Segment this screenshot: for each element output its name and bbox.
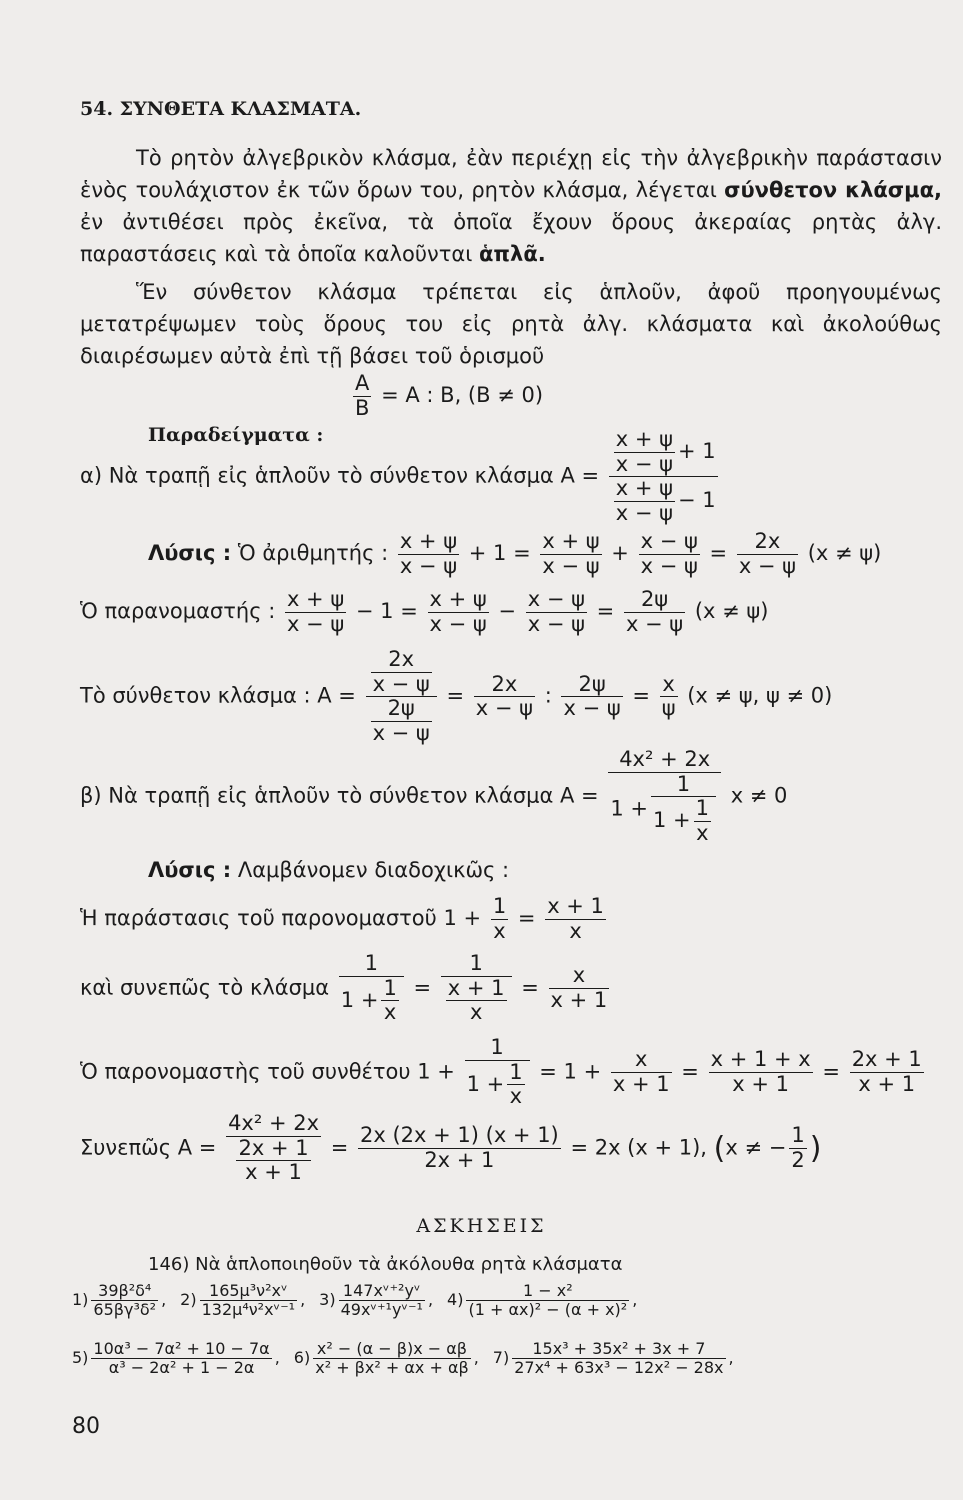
exercise-item: 4) $\frac{\text{1 − x²}}{\text{(1 + αx)² − (α + x)²}}$ , (447, 1281, 638, 1319)
exercise-label: 3) (319, 1289, 336, 1309)
example-a-composite-fraction: $\frac{x + \psi}{x - \psi}$ + 1 $\frac{x + \psi}{x - \psi}$ − 1 (609, 428, 718, 525)
exercise-label: 5) (72, 1347, 89, 1367)
solution-b-line-2: καὶ συνεπῶς τὸ κλάσμα 1 1 + $\frac{1}{x}$ = $\frac{1}{\frac{x + 1}{x}}$ = $\frac{x}{x + 1}$ (80, 951, 608, 1025)
exercise-label: 4) (447, 1289, 464, 1309)
exercise-label: 6) (293, 1347, 311, 1367)
intro-paragraph-1 (80, 142, 942, 270)
section-title: 54. ΣΥΝΘΕΤΑ ΚΛΑΣΜΑΤΑ. (80, 98, 362, 120)
exercise-row-1 (72, 1282, 932, 1319)
exercise-146-intro: 146) Νὰ ἁπλοποιηθοῦν τὰ ἀκόλουθα ρητὰ κλάσματα (148, 1254, 623, 1275)
solution-b-result: Συνεπῶς A = $\frac{\text{4x² + 2x}}{\frac{2x + 1}{x + 1}}$ = $\frac{2x (2x + 1) (x + 1)}{2x + 1}$ = 2x (x + 1), (x ≠ − $\frac{1}{2}$ ) (80, 1111, 822, 1185)
exercise-fraction: $\frac{\text{165μ³ν²xᵛ}}{\text{132μ⁴ν²xᵛ⁻¹}}$ (201, 1281, 296, 1319)
exercise-label: 7) (492, 1347, 510, 1367)
solution-a-result: Τὸ σύνθετον κλάσμα : A = $\frac{\frac{2x}{x - \psi}}{\frac{2\psi}{x - \psi}}$ = $\frac{2x}{x - \psi}$ : $\frac{2\psi}{x - \psi}$ = $\frac{x}{\psi}$ (x ≠ ψ, ψ ≠ 0) (80, 647, 833, 745)
solution-a-numerator: Λύσις : Ὁ ἀριθμητής : $\frac{x + \psi}{x - \psi}$ + 1 = $\frac{x + \psi}{x - \psi}$ + $\frac{x - \psi}{x - \psi}$ = $\frac{2x}{x - \psi}$ (x ≠ ψ) (148, 529, 882, 578)
exercise-fraction: $\frac{\text{39β²δ⁴}}{\text{65βγ³δ²}}$ (93, 1281, 157, 1319)
exercises-title: ΑΣΚΗΣΕΙΣ (416, 1215, 547, 1237)
example-b: β) Νὰ τραπῇ εἰς ἁπλοῦν τὸ σύνθετον κλάσμα A = 4x² + 2x 1 + 1 1 + $\frac{1}{x}$ x ≠ 0 (80, 747, 788, 845)
example-a-label: α) Νὰ τραπῇ εἰς ἁπλοῦν τὸ σύνθετον κλάσμα A = (80, 463, 600, 488)
example-b-composite-fraction: 4x² + 2x 1 + 1 1 + $\frac{1}{x}$ (608, 748, 721, 845)
intro-paragraph-2: Ἕν σύνθετον κλάσμα τρέπεται εἰς ἁπλοῦν, ἀφοῦ προηγουμένως μετατρέψωμεν τοὺς ὅρους του εἰς ρητὰ ἀλγ. κλάσματα καὶ ἀκολούθως διαιρέσωμεν αὐτὰ ἐπὶ τῇ βάσει τοῦ ὁρισμοῦ (80, 280, 942, 368)
solution-b-intro: Λύσις : Λαμβάνομεν διαδοχικῶς : (148, 858, 510, 882)
exercise-label: 2) (180, 1289, 197, 1309)
page-number: 80 (72, 1414, 100, 1439)
solution-a-denominator: Ὁ παρανομαστής : $\frac{x + \psi}{x - \psi}$ − 1 = $\frac{x + \psi}{x - \psi}$ − $\frac{x - \psi}{x - \psi}$ = $\frac{2\psi}{x - \psi}$ (x ≠ ψ) (80, 587, 769, 636)
exercise-item: 1) $\frac{\text{39β²δ⁴}}{\text{65βγ³δ²}}$ , (72, 1281, 167, 1319)
definition-fraction: $\frac{A}{B}$ (355, 371, 370, 420)
exercise-fraction: $\frac{\text{x² − (α − β)x − αβ}}{\text{x² + βx² + αx + αβ}}$ (315, 1339, 469, 1377)
term-composite-fraction: σύνθετον κλάσμα, (724, 178, 942, 202)
examples-heading: Παραδείγματα : (148, 424, 324, 446)
exercise-item: 5) $\frac{\text{10α³ − 7α² + 10 − 7α}}{\text{α³ − 2α² + 1 − 2α}}$ , (72, 1339, 280, 1377)
example-b-label: β) Νὰ τραπῇ εἰς ἁπλοῦν τὸ σύνθετον κλάσμα A = (80, 783, 599, 808)
exercise-fraction: $\frac{\text{1 − x²}}{\text{(1 + αx)² − (α + x)²}}$ (468, 1281, 628, 1319)
exercise-label: 1) (72, 1289, 89, 1309)
exercise-fraction: $\frac{\text{15x³ + 35x² + 3x + 7}}{\text{27x⁴ + 63x³ − 12x² − 28x}}$ (514, 1339, 724, 1377)
solution-b-line-1: Ἡ παράστασις τοῦ παρονομαστοῦ 1 + $\frac{1}{x}$ = $\frac{x + 1}{x}$ (80, 894, 604, 943)
term-simple-fraction: ἁπλᾶ. (479, 242, 546, 266)
exercise-row-2 (72, 1340, 932, 1377)
intro-text: Τὸ ρητὸν ἀλγεβρικὸν κλάσμα, ἐὰν περιέχῃ εἰς τὴν ἀλγεβρικὴν παράστασιν ἑνὸς τουλάχιστον ἐκ τῶν ὅρων του, ρητὸν κλάσμα, λέγεται (80, 146, 942, 202)
exercise-fraction: $\frac{\text{147xᵛ⁺²yᵛ}}{\text{49xᵛ⁺¹yᵛ⁻¹}}$ (340, 1281, 423, 1319)
solution-b-line-3: Ὁ παρονομαστὴς τοῦ συνθέτου 1 + 1 1 + $\frac{1}{x}$ = 1 + $\frac{x}{x + 1}$ = $\frac{x + 1 + x}{x + 1}$ = $\frac{2x + 1}{x + 1}$ (80, 1035, 922, 1109)
example-a (80, 428, 721, 525)
exercise-item: 3) $\frac{\text{147xᵛ⁺²yᵛ}}{\text{49xᵛ⁺¹yᵛ⁻¹}}$ , (319, 1281, 434, 1319)
intro-text-mid: ἐν ἀντιθέσει πρὸς ἐκεῖνα, τὰ ὁποῖα ἔχουν ὅρους ἀκεραίας ρητὰς ἀλγ. παραστάσεις καὶ τὰ ὁποῖα καλοῦνται (80, 210, 942, 266)
exercise-item: 7) $\frac{\text{15x³ + 35x² + 3x + 7}}{\text{27x⁴ + 63x³ − 12x² − 28x}}$ , (492, 1339, 734, 1377)
solution-label: Λύσις : (148, 541, 232, 566)
definition-formula (350, 372, 543, 420)
exercise-item: 2) $\frac{\text{165μ³ν²xᵛ}}{\text{132μ⁴ν²xᵛ⁻¹}}$ , (180, 1281, 306, 1319)
definition-rest: = A : B, (B ≠ 0) (381, 383, 544, 408)
exercise-fraction: $\frac{\text{10α³ − 7α² + 10 − 7α}}{\text{α³ − 2α² + 1 − 2α}}$ (93, 1339, 270, 1377)
exercise-item: 6) $\frac{\text{x² − (α − β)x − αβ}}{\text{x² + βx² + αx + αβ}}$ , (293, 1339, 479, 1377)
